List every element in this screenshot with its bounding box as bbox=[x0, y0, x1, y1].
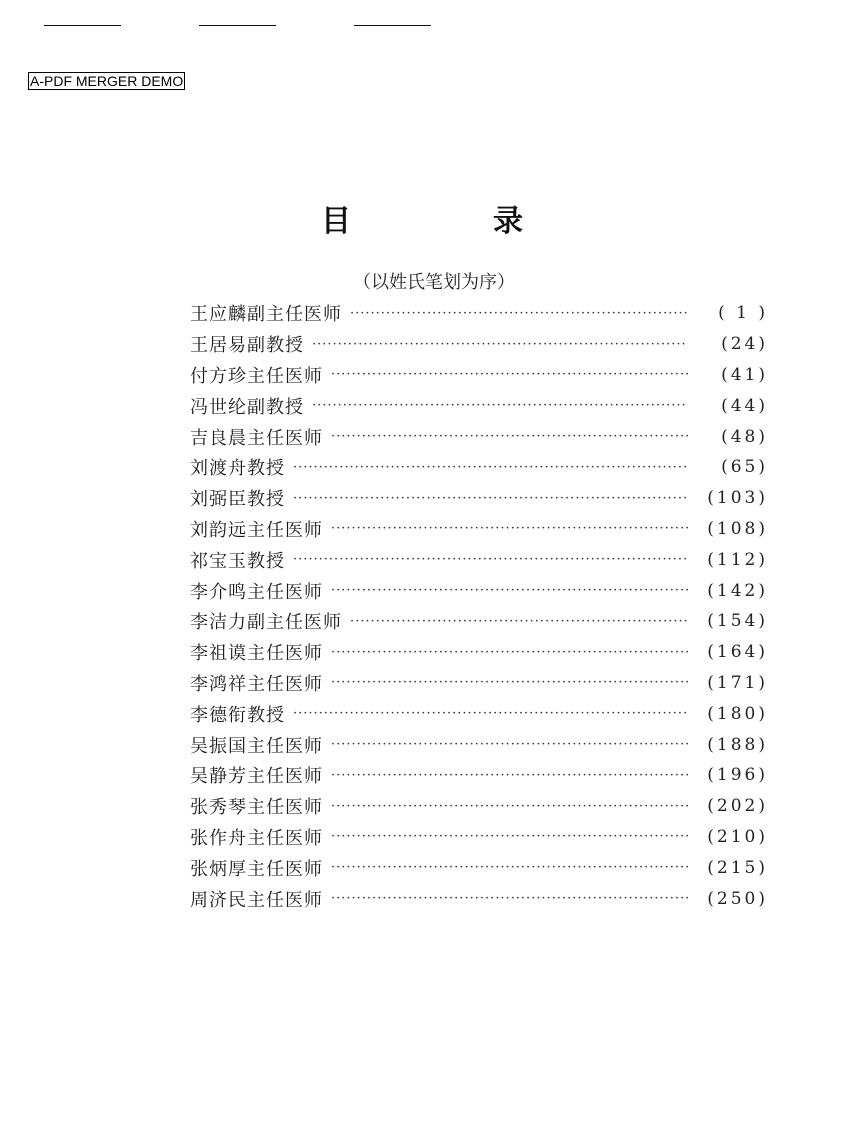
toc-entry-page: (171) bbox=[707, 672, 768, 693]
toc-leader-dots bbox=[331, 861, 688, 874]
toc-entry-page: (196) bbox=[707, 765, 768, 786]
toc-leader-dots bbox=[331, 522, 688, 535]
toc-list bbox=[190, 298, 768, 914]
toc-entry[interactable] bbox=[190, 390, 768, 421]
toc-leader-dots bbox=[350, 307, 688, 320]
toc-leader-dots bbox=[331, 892, 688, 905]
toc-entry-page: (164) bbox=[707, 642, 768, 663]
toc-leader-dots bbox=[331, 738, 688, 751]
toc-entry-name: 李鸿祥主任医师 bbox=[190, 673, 323, 695]
toc-entry-name: 张秀琴主任医师 bbox=[190, 797, 323, 819]
toc-entry[interactable] bbox=[190, 698, 768, 729]
watermark-label: A-PDF MERGER DEMO bbox=[30, 73, 184, 89]
toc-leader-dots bbox=[293, 461, 688, 474]
toc-entry-page: (41) bbox=[721, 364, 768, 385]
toc-entry[interactable] bbox=[190, 883, 768, 914]
toc-entry[interactable] bbox=[190, 452, 768, 483]
toc-leader-dots bbox=[331, 769, 688, 782]
toc-entry-page: (188) bbox=[707, 734, 768, 755]
toc-entry-name: 李介鸣主任医师 bbox=[190, 581, 323, 603]
top-rule-1 bbox=[44, 25, 121, 26]
toc-entry-page: (24) bbox=[721, 334, 768, 355]
toc-leader-dots bbox=[350, 615, 688, 628]
toc-entry-name: 吴静芳主任医师 bbox=[190, 766, 323, 788]
toc-leader-dots bbox=[331, 646, 688, 659]
toc-entry-page: (210) bbox=[707, 826, 768, 847]
toc-entry-page: (65) bbox=[721, 457, 768, 478]
toc-entry-name: 王居易副教授 bbox=[190, 335, 304, 357]
toc-entry-page: (250) bbox=[707, 888, 768, 909]
toc-entry[interactable] bbox=[190, 729, 768, 760]
toc-entry-name: 李德衔教授 bbox=[190, 704, 285, 726]
toc-entry[interactable] bbox=[190, 637, 768, 668]
toc-leader-dots bbox=[331, 800, 688, 813]
toc-entry[interactable] bbox=[190, 544, 768, 575]
toc-entry[interactable] bbox=[190, 360, 768, 391]
toc-entry[interactable] bbox=[190, 606, 768, 637]
toc-entry-name: 张炳厚主任医师 bbox=[190, 858, 323, 880]
page-title: 目 录 bbox=[321, 204, 579, 239]
toc-entry-name: 祁宝玉教授 bbox=[190, 550, 285, 572]
toc-entry-name: 吴振国主任医师 bbox=[190, 735, 323, 757]
toc-entry-name: 刘弼臣教授 bbox=[190, 489, 285, 511]
toc-leader-dots bbox=[331, 676, 688, 689]
toc-entry-page: ( 1 ) bbox=[718, 303, 768, 324]
toc-leader-dots bbox=[293, 492, 688, 505]
toc-leader-dots bbox=[293, 553, 688, 566]
toc-entry[interactable] bbox=[190, 668, 768, 699]
toc-entry-page: (112) bbox=[707, 549, 768, 570]
toc-entry[interactable] bbox=[190, 329, 768, 360]
toc-entry-name: 李洁力副主任医师 bbox=[190, 612, 342, 634]
toc-entry[interactable] bbox=[190, 852, 768, 883]
toc-leader-dots bbox=[312, 399, 688, 412]
toc-entry-page: (48) bbox=[721, 426, 768, 447]
toc-entry-page: (103) bbox=[707, 488, 768, 509]
toc-entry-name: 李祖谟主任医师 bbox=[190, 643, 323, 665]
toc-entry-page: (180) bbox=[707, 703, 768, 724]
toc-leader-dots bbox=[312, 338, 688, 351]
page-subtitle: （以姓氏笔划为序） bbox=[353, 272, 515, 293]
toc-entry-page: (215) bbox=[707, 857, 768, 878]
toc-leader-dots bbox=[293, 707, 688, 720]
toc-entry-name: 周济民主任医师 bbox=[190, 889, 323, 911]
toc-entry[interactable] bbox=[190, 791, 768, 822]
toc-entry[interactable] bbox=[190, 822, 768, 853]
toc-entry-name: 刘渡舟教授 bbox=[190, 458, 285, 480]
toc-entry-name: 冯世纶副教授 bbox=[190, 396, 304, 418]
toc-entry-name: 吉良晨主任医师 bbox=[190, 427, 323, 449]
toc-entry-name: 付方珍主任医师 bbox=[190, 365, 323, 387]
toc-entry[interactable] bbox=[190, 483, 768, 514]
toc-entry-page: (44) bbox=[721, 395, 768, 416]
toc-entry-page: (142) bbox=[707, 580, 768, 601]
toc-entry[interactable] bbox=[190, 575, 768, 606]
toc-entry-page: (202) bbox=[707, 796, 768, 817]
toc-entry-name: 王应麟副主任医师 bbox=[190, 304, 342, 326]
top-rule-2 bbox=[199, 25, 276, 26]
toc-entry[interactable] bbox=[190, 514, 768, 545]
toc-entry[interactable] bbox=[190, 760, 768, 791]
top-rule-3 bbox=[354, 25, 431, 26]
toc-entry-name: 张作舟主任医师 bbox=[190, 827, 323, 849]
toc-entry-page: (154) bbox=[707, 611, 768, 632]
toc-entry-page: (108) bbox=[707, 518, 768, 539]
toc-entry[interactable] bbox=[190, 421, 768, 452]
toc-leader-dots bbox=[331, 368, 688, 381]
toc-leader-dots bbox=[331, 430, 688, 443]
toc-entry-name: 刘韵远主任医师 bbox=[190, 519, 323, 541]
toc-leader-dots bbox=[331, 584, 688, 597]
toc-entry[interactable] bbox=[190, 298, 768, 329]
toc-leader-dots bbox=[331, 830, 688, 843]
